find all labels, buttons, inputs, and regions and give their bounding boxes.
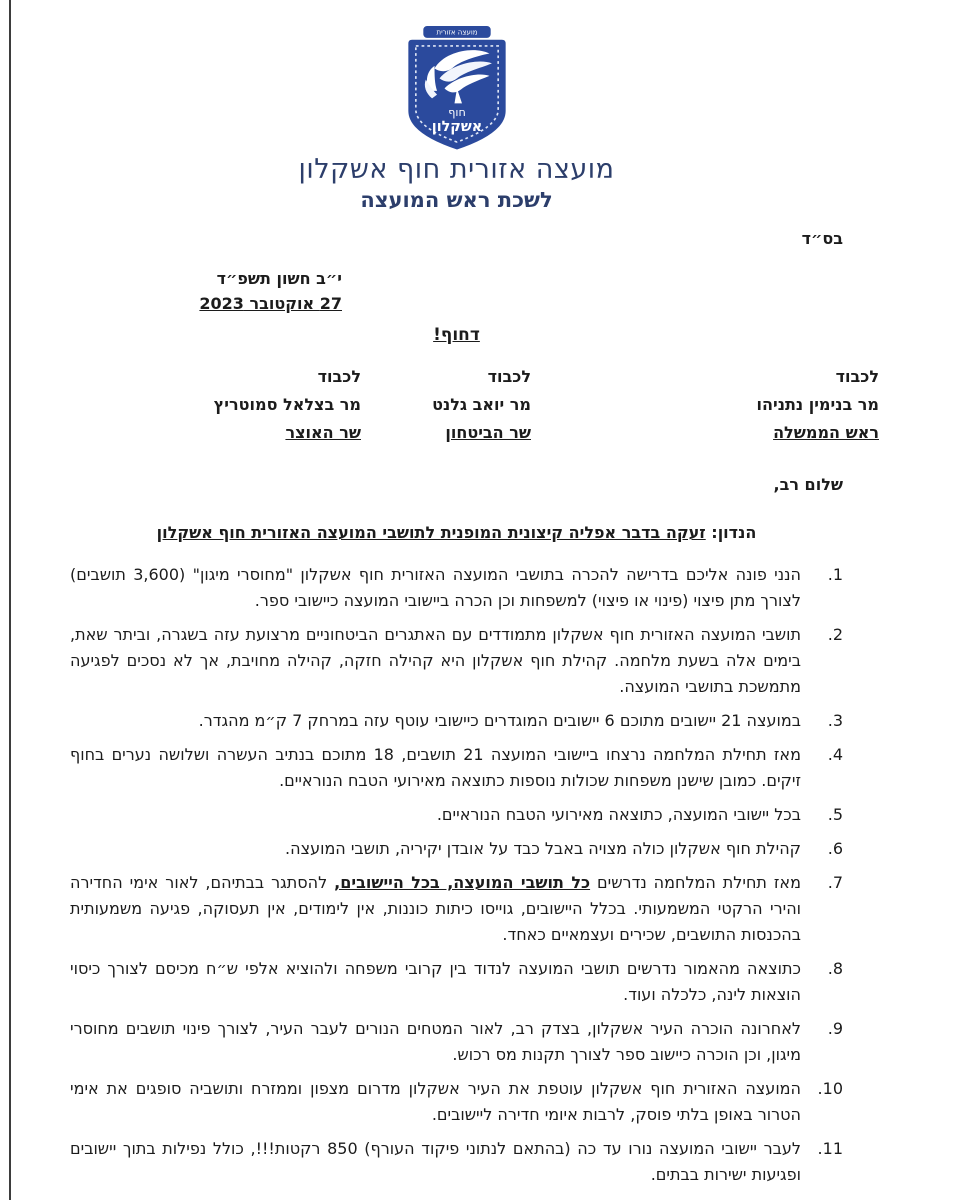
subject-line	[70, 521, 843, 545]
items-list	[70, 562, 843, 1188]
recipient-block	[531, 363, 879, 447]
item-number: 11.	[817, 1139, 843, 1158]
recipients-row	[34, 363, 879, 447]
recipient-name: מר בנימין נתניהו	[756, 395, 879, 414]
item-text: לעבר יישובי המועצה נורו עד כה (בהתאם לנתוני פיקוד העורף) 850 רקטות!!!, כולל נפילות בתוך יישובים ופגיעות ישירות בבתים.	[70, 1139, 802, 1184]
date-gregorian: 27 אוקטובר 2023	[199, 294, 342, 313]
logo-shield-text-2: אשקלון	[431, 118, 482, 135]
item-text: המועצה האזורית חוף אשקלון עוטפת את העיר אשקלון מדרום מצפון וממזרח ותושביה סופגים את אימי הטרור באופן בלתי פוסק, לרבות איומי חדירה ליישובים.	[70, 1079, 801, 1124]
recipient-title: ראש הממשלה	[773, 423, 879, 442]
list-item	[70, 956, 843, 1008]
office-name: לשכת ראש המועצה	[360, 188, 553, 212]
recipient-title: שר הביטחון	[445, 423, 531, 442]
list-item	[70, 802, 843, 828]
item-number: 9.	[827, 1019, 843, 1038]
item-text: כתוצאה מהאמור נדרשים תושבי המועצה לנדוד בין קרובי משפחה ולהוציא אלפי ש״ח מכיסם לצורך כיסוי הוצאות לינה, כלכלה ועוד.	[70, 959, 801, 1004]
item-text: לאחרונה הוכרה העיר אשקלון, בצדק רב, לאור המטחים הנורים לעבר העיר, לצורך פינוי תושבים מחוסרי מיגון, וכן הוכרה כיישוב ספר לצורך תקנות מס רכוש.	[70, 1019, 801, 1064]
item-number: 5.	[827, 805, 843, 824]
recipient-block	[361, 363, 531, 447]
item-text: הנני פונה אליכם בדרישה להכרה בתושבי המועצה האזורית חוף אשקלון "מחוסרי מיגון" (3,600 תושבים) לצורך מתן פיצוי (פינוי או פיצוי) למשפחות וכן הכרה ביישובי המועצה כיישובי ספר.	[70, 565, 802, 610]
logo-shield-text-1: חוף	[447, 105, 466, 119]
subject-label: הנדון:	[705, 523, 757, 542]
item-number: 6.	[827, 839, 843, 858]
item-number: 2.	[827, 625, 843, 644]
recipient-salutation: לכבוד	[835, 367, 879, 386]
item-number: 10.	[817, 1079, 843, 1098]
recipient-salutation: לכבוד	[487, 367, 531, 386]
item-text: תושבי המועצה האזורית חוף אשקלון מתמודדים עם האתגרים הביטחוניים מרצועת עזה בשגרה, וביתר שאת, בימים אלה בשעת מלחמה. קהילת חוף אשקלון היא קהילה חזקה, קהילה מחויבת, אך לא נסכים לפגיעה מתמשכת בתושבי המועצה.	[70, 625, 801, 696]
item-number: 1.	[827, 565, 843, 584]
list-item	[70, 1016, 843, 1068]
date-hebrew: י״ב חשון תשפ״ד	[216, 269, 342, 288]
list-item	[70, 708, 843, 734]
item-number: 7.	[827, 873, 843, 892]
list-item	[70, 622, 843, 700]
greeting-text: שלום רב,	[773, 475, 843, 494]
letterhead	[70, 26, 843, 214]
list-item	[70, 836, 843, 862]
council-logo	[70, 26, 843, 152]
list-item	[70, 1136, 843, 1188]
list-item	[70, 1076, 843, 1128]
list-item	[70, 562, 843, 614]
recipient-salutation: לכבוד	[317, 367, 361, 386]
recipient-name: מר בצלאל סמוטריץ	[213, 395, 361, 414]
item-number: 3.	[827, 711, 843, 730]
item-text: קהילת חוף אשקלון כולה מצויה באבל כבד על אובדן יקיריה, תושבי המועצה.	[285, 839, 801, 858]
recipient-title: שר האוצר	[285, 423, 361, 442]
recipient-block	[34, 363, 361, 447]
besd-text: בס״ד	[801, 229, 843, 248]
item-text: בכל יישובי המועצה, כתוצאה מאירועי הטבח הנוראיים.	[436, 805, 801, 824]
scan-edge-line	[9, 0, 11, 1200]
item-text: מאז תחילת המלחמה נרצחו ביישובי המועצה 21 תושבים, 18 מתוכם בנתיב העשרה ושלושה נערים בחוף זיקים. כמובן שישנן משפחות שכולות נוספות כתוצאה מאירועי הטבח הנוראיים.	[70, 745, 801, 790]
date-block	[199, 266, 342, 316]
shield-logo-icon	[382, 26, 532, 152]
org-name: מועצה אזורית חוף אשקלון	[298, 154, 615, 185]
urgent-label: דחוף!	[433, 325, 480, 345]
logo-banner-text: מועצה אזורית	[436, 28, 477, 37]
item-text: מאז תחילת המלחמה נדרשים כל תושבי המועצה, בכל היישובים, להסתגר בבתיהם, לאור אימי החדירה והירי הרקטי המשמעותי. בכלל היישובים, גוייסו כיתות כוננות, אין לימודים, אין תעסוקה, פגיעה משמעותית בהכנסות התושבים, שכירים ועצמאיים כאחד.	[70, 873, 801, 944]
item-text: במועצה 21 יישובים מתוכם 6 יישובים המוגדרים כיישובי עוטף עזה במרחק 7 ק״מ מהגדר.	[198, 711, 801, 730]
subject-text: זעקה בדבר אפליה קיצונית המופנית לתושבי המועצה האזורית חוף אשקלון	[156, 523, 706, 542]
item-number: 8.	[827, 959, 843, 978]
item-text-emphasis: כל תושבי המועצה, בכל היישובים,	[334, 873, 591, 892]
recipient-name: מר יואב גלנט	[432, 395, 531, 414]
item-number: 4.	[827, 745, 843, 764]
list-item	[70, 870, 843, 948]
list-item	[70, 742, 843, 794]
